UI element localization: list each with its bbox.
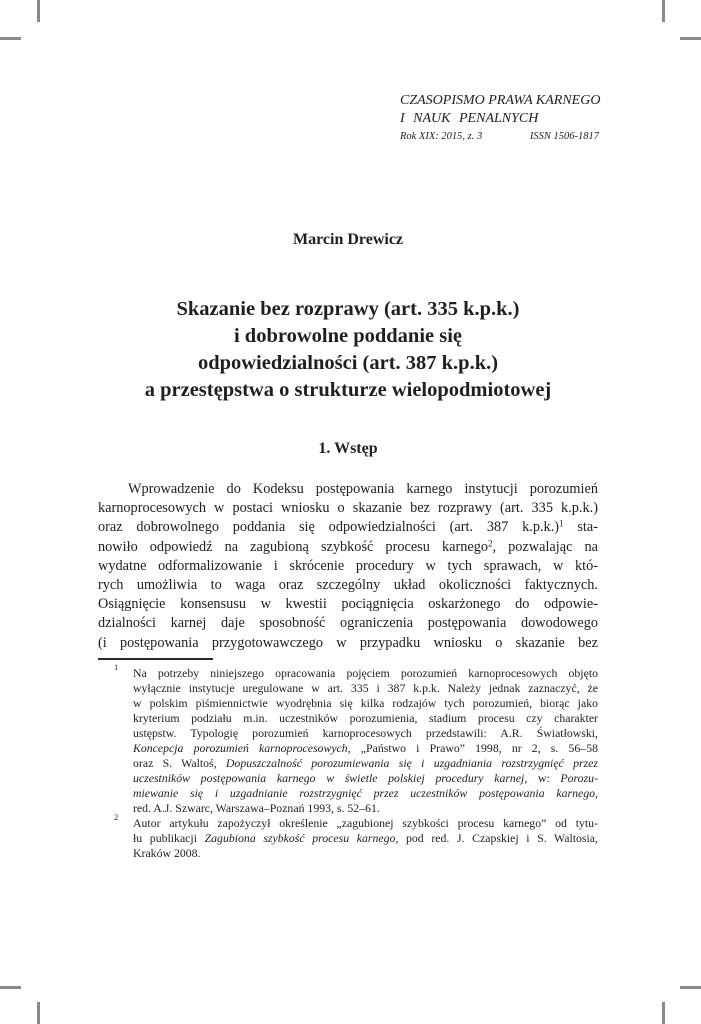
- text-run: (i postępowania przygotowawczego w przypadku wniosku o skazanie bez: [98, 634, 598, 651]
- text-run: Kraków 2008.: [133, 846, 201, 860]
- text-run: rych umożliwia to waga oraz szczególny układ okoliczności faktycznych.: [98, 577, 598, 594]
- text-run: , pozwalając na: [492, 538, 598, 555]
- text-run: red. A.J. Szwarc, Warszawa–Poznań 1993, s. 52–61.: [133, 801, 380, 815]
- footnotes-section: [98, 662, 598, 861]
- title-line: a przestępstwa o strukturze wielopodmiotowej: [144, 379, 552, 401]
- text-run: uczestników postępowania karnego w świetle polskiej procedury karnej: [133, 771, 525, 785]
- crop-mark-top-left-vertical: [37, 0, 40, 22]
- text-run: , w:: [524, 771, 561, 785]
- text-run: Koncepcja porozumień karnoprocesowych: [133, 741, 348, 755]
- section-heading: 1. Wstęp: [318, 440, 378, 457]
- footnote-line: [133, 846, 598, 861]
- footnote-line: [133, 741, 598, 756]
- footnote-reference-superscript: 1: [559, 518, 564, 529]
- body-text-line: [98, 518, 598, 537]
- footnote-line: [133, 696, 598, 711]
- text-run: ustępstw. Typologię porozumień karnoprocesowych przedstawili: A.R. Światłowski,: [133, 726, 598, 740]
- text-run: Autor artykułu zapożyczył określenie „zagubionej szybkości procesu karnego” od tytu-: [133, 816, 598, 830]
- body-text-line: [98, 538, 598, 557]
- text-run: oraz S. Waltoś,: [133, 756, 226, 770]
- title-line: Skazanie bez rozprawy (art. 335 k.p.k.): [176, 298, 520, 320]
- text-run: kryterium podziału m.in. uczestników porozumienia, stadium procesu czy charakter: [133, 711, 598, 725]
- journal-issn: ISSN 1506-1817: [529, 130, 599, 142]
- text-run: dzialności karnej daje sposobność ograniczenia postępowania dowodowego: [98, 615, 598, 632]
- text-run: łu publikacji: [133, 831, 205, 845]
- footnote-line: [133, 786, 598, 801]
- text-run: Dopuszczalność porozumiewania się i uzgadniania rozstrzygnięć przez: [225, 756, 598, 770]
- footnote-line: [133, 726, 598, 741]
- title-line: i dobrowolne poddanie się: [233, 325, 463, 347]
- crop-mark-bottom-left-vertical: [37, 1002, 40, 1024]
- article-title: [88, 296, 608, 404]
- body-text-line: [98, 557, 598, 576]
- text-run: oraz dobrowolnego poddania się odpowiedzialności (art. 387 k.p.k.): [98, 519, 560, 536]
- journal-title-line1: CZASOPISMO PRAWA KARNEGO: [400, 93, 601, 108]
- body-text-line: [98, 595, 598, 614]
- text-run: wydatne odformalizowanie i skrócenie procedury w tych sprawach, w któ-: [98, 557, 598, 574]
- footnote: 2 Autor artykułu zapożyczył określenie „zagubionej szybkości procesu karnego” od tytu- łu publikacji Zagubiona szybkość procesu karnego, pod red. J. Czapskiej i S. Waltosia, Kraków 2008.: [114, 812, 598, 860]
- text-run: karnoprocesowych w postaci wniosku o skazanie bez rozprawy (art. 335 k.p.k.): [98, 500, 598, 517]
- journal-header: [400, 92, 599, 143]
- journal-title-line2: I NAUK PENALNYCH: [400, 111, 539, 127]
- footnote-separator: [98, 658, 213, 660]
- text-run: miewanie się i uzgadnianie rozstrzygnięć przez uczestników postępowania karnego: [133, 786, 596, 800]
- journal-issue-line: [400, 130, 599, 143]
- crop-mark-bottom-right-horizontal: [680, 986, 701, 989]
- footnote-line: [133, 816, 598, 831]
- body-text-line: [98, 614, 598, 633]
- footnote-line: [133, 831, 598, 846]
- footnote-line: [133, 666, 598, 681]
- text-run: sta-: [563, 519, 598, 536]
- footnote-line: [133, 771, 598, 786]
- text-run: Osiągnięcie konsensusu w kwestii pociągnięcia oskarżonego do odpowie-: [98, 596, 598, 613]
- journal-volume: Rok XIX: 2015, z. 3: [400, 130, 483, 142]
- body-text-line: [98, 480, 598, 499]
- footnote-line: [133, 711, 598, 726]
- crop-mark-bottom-right-vertical: [662, 1002, 665, 1024]
- text-run: Zagubiona szybkość procesu karnego: [204, 831, 396, 845]
- text-run: , pod red. J. Czapskiej i S. Waltosia,: [395, 831, 598, 845]
- footnote-line: [133, 681, 598, 696]
- crop-mark-top-left-horizontal: [0, 37, 21, 40]
- body-text-line: [98, 634, 598, 653]
- body-text-line: [98, 576, 598, 595]
- body-paragraph: [98, 480, 598, 653]
- crop-mark-bottom-left-horizontal: [0, 986, 21, 989]
- crop-mark-top-right-vertical: [662, 0, 665, 22]
- title-line: odpowiedzialności (art. 387 k.p.k.): [197, 352, 499, 374]
- text-run: w polskim piśmiennictwie wyodrębnia się kilka rodzajów tych porozumień, biorąc jako: [133, 696, 598, 710]
- text-run: ,: [595, 786, 598, 800]
- text-run: wyłącznie instytucje uregulowane w art. 335 i 387 k.p.k. Należy jednak zaznaczyć, że: [133, 681, 598, 695]
- footnote-line: [133, 756, 598, 771]
- text-run: , „Państwo i Prawo” 1998, nr 2, s. 56–58: [347, 741, 598, 755]
- footnote: 1 Na potrzeby niniejszego opracowania pojęciem porozumień karnoprocesowych objęto wyłącznie instytucje uregulowane w art. 335 i 387 k.p.k. Należy jednak zaznaczyć, że w polskim piśmiennictwie wyodrębnia się kilka rodzajów tych porozumień, biorąc jako kryterium podziału m.in. uczestników porozumienia, stadium procesu czy charakter ustępstw. Typologię porozumień karnoprocesowych przedstawili: A.R. Światłowski, Koncepcja porozumień karnoprocesowych, „Państwo i Prawo” 1998, nr 2, s. 56–58 oraz S. Waltoś, Dopuszczalność porozumiewania się i uzgadniania rozstrzygnięć przez uczestników postępowania karnego w świetle polskiej procedury karnej, w: Porozu- miewanie się i uzgadnianie rozstrzygnięć przez uczestników postępowania karnego, red. A.J. Szwarc, Warszawa–Poznań 1993, s. 52–61.: [114, 662, 598, 815]
- author-name: Marcin Drewicz: [292, 231, 404, 248]
- crop-mark-top-right-horizontal: [680, 37, 701, 40]
- text-run: Porozu-: [560, 771, 598, 785]
- body-text-line: [98, 499, 598, 518]
- text-run: Na potrzeby niniejszego opracowania pojęciem porozumień karnoprocesowych objęto: [133, 666, 598, 680]
- text-run: nowiło odpowiedź na zagubioną szybkość procesu karnego: [98, 538, 488, 555]
- footnote-line: [133, 801, 598, 816]
- text-run: Wprowadzenie do Kodeksu postępowania karnego instytucji porozumień: [128, 481, 598, 497]
- footnote-reference-superscript: 2: [488, 538, 493, 549]
